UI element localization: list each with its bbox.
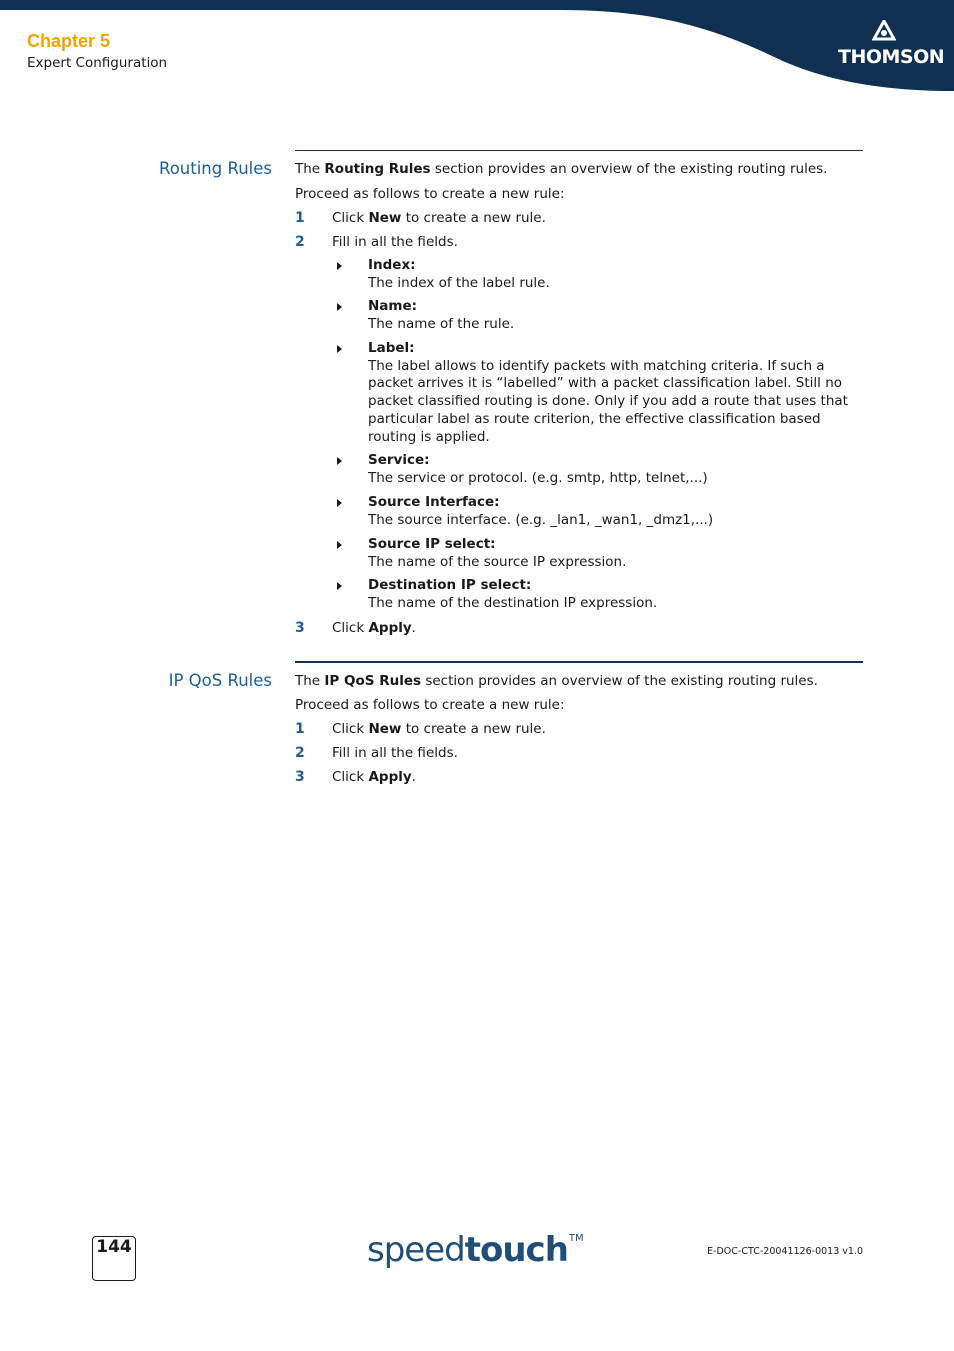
step-text bbox=[332, 720, 546, 738]
step-term: Apply bbox=[368, 620, 412, 636]
intro-text: section provides an overview of the existing routing rules. bbox=[430, 161, 828, 177]
section-divider bbox=[295, 150, 863, 151]
intro-term: Routing Rules bbox=[324, 161, 431, 177]
routing-rules-intro bbox=[295, 160, 865, 178]
step-number: 3 bbox=[295, 620, 305, 636]
ip-qos-rules-proceed bbox=[295, 696, 865, 714]
logo-text-bold: touch bbox=[464, 1230, 568, 1270]
routing-rules-proceed bbox=[295, 185, 865, 203]
ip-qos-rules-intro bbox=[295, 672, 865, 690]
step-text-part: Click bbox=[332, 721, 369, 737]
step-text bbox=[332, 768, 416, 786]
step-text-part: Click bbox=[332, 620, 369, 636]
intro-term: IP QoS Rules bbox=[324, 673, 422, 689]
field-label: Source IP select: bbox=[368, 536, 496, 552]
step-number: 2 bbox=[295, 234, 305, 250]
chapter-label: Chapter 5 bbox=[27, 31, 111, 51]
step-text-part: Fill in all the fields. bbox=[332, 234, 458, 250]
bullet-arrow-icon bbox=[337, 582, 342, 590]
step-number: 1 bbox=[295, 210, 305, 226]
section-divider bbox=[295, 661, 863, 663]
bullet-arrow-icon bbox=[337, 457, 342, 465]
brand-name: THOMSON bbox=[838, 46, 945, 68]
step-text-part: to create a new rule. bbox=[401, 721, 546, 737]
field-description: The source interface. (e.g. _lan1, _wan1, _dmz1,...) bbox=[368, 511, 714, 528]
field-label: Service: bbox=[368, 452, 430, 468]
step-text-part: Fill in all the fields. bbox=[332, 745, 458, 761]
field-description: The index of the label rule. bbox=[368, 274, 550, 291]
bullet-arrow-icon bbox=[337, 303, 342, 311]
step-text-part: Click bbox=[332, 210, 369, 226]
page-number: 144 bbox=[92, 1236, 136, 1281]
section-heading-routing-rules: Routing Rules bbox=[158, 159, 272, 178]
step-term: New bbox=[368, 721, 402, 737]
step-term: Apply bbox=[368, 769, 412, 785]
step-text-part: Click bbox=[332, 769, 369, 785]
proceed-text: Proceed as follows to create a new rule: bbox=[295, 697, 565, 713]
step-text-part: . bbox=[411, 769, 416, 785]
intro-text: The bbox=[295, 673, 325, 689]
step-text-part: to create a new rule. bbox=[401, 210, 546, 226]
field-description: The label allows to identify packets with matching criteria. If such a packet arrives it is “labelled” with a packet classification label. Still no packet classified routing is done. Only if you add a route that uses that particular label as route criterion, the effective classification based routing is applied. bbox=[368, 357, 848, 445]
field-label: Destination IP select: bbox=[368, 577, 532, 593]
section-heading-ip-qos-rules: IP QoS Rules bbox=[168, 671, 272, 690]
step-number: 2 bbox=[295, 745, 305, 761]
intro-text: The bbox=[295, 161, 325, 177]
thomson-logo-icon bbox=[872, 20, 896, 42]
step-text bbox=[332, 233, 458, 251]
field-description: The service or protocol. (e.g. smtp, http, telnet,...) bbox=[368, 469, 708, 486]
bullet-arrow-icon bbox=[337, 262, 342, 270]
step-text bbox=[332, 744, 458, 762]
speedtouch-logo bbox=[367, 1230, 583, 1270]
step-term: New bbox=[368, 210, 402, 226]
step-number: 3 bbox=[295, 769, 305, 785]
field-description: The name of the rule. bbox=[368, 315, 515, 332]
field-description: The name of the destination IP expression. bbox=[368, 594, 658, 611]
proceed-text: Proceed as follows to create a new rule: bbox=[295, 186, 565, 202]
step-text bbox=[332, 619, 416, 637]
intro-text: section provides an overview of the existing routing rules. bbox=[421, 673, 818, 689]
field-label: Index: bbox=[368, 257, 416, 273]
logo-trademark: TM bbox=[568, 1233, 584, 1244]
logo-text-light: speed bbox=[367, 1230, 465, 1270]
header-banner bbox=[0, 0, 954, 92]
field-description: The name of the source IP expression. bbox=[368, 553, 627, 570]
step-text-part: . bbox=[411, 620, 416, 636]
field-label: Label: bbox=[368, 340, 415, 356]
bullet-arrow-icon bbox=[337, 345, 342, 353]
field-label: Source Interface: bbox=[368, 494, 500, 510]
document-reference: E-DOC-CTC-20041126-0013 v1.0 bbox=[707, 1246, 863, 1257]
chapter-subtitle: Expert Configuration bbox=[27, 55, 168, 71]
bullet-arrow-icon bbox=[337, 499, 342, 507]
field-label: Name: bbox=[368, 298, 418, 314]
step-number: 1 bbox=[295, 721, 305, 737]
bullet-arrow-icon bbox=[337, 541, 342, 549]
step-text bbox=[332, 209, 546, 227]
